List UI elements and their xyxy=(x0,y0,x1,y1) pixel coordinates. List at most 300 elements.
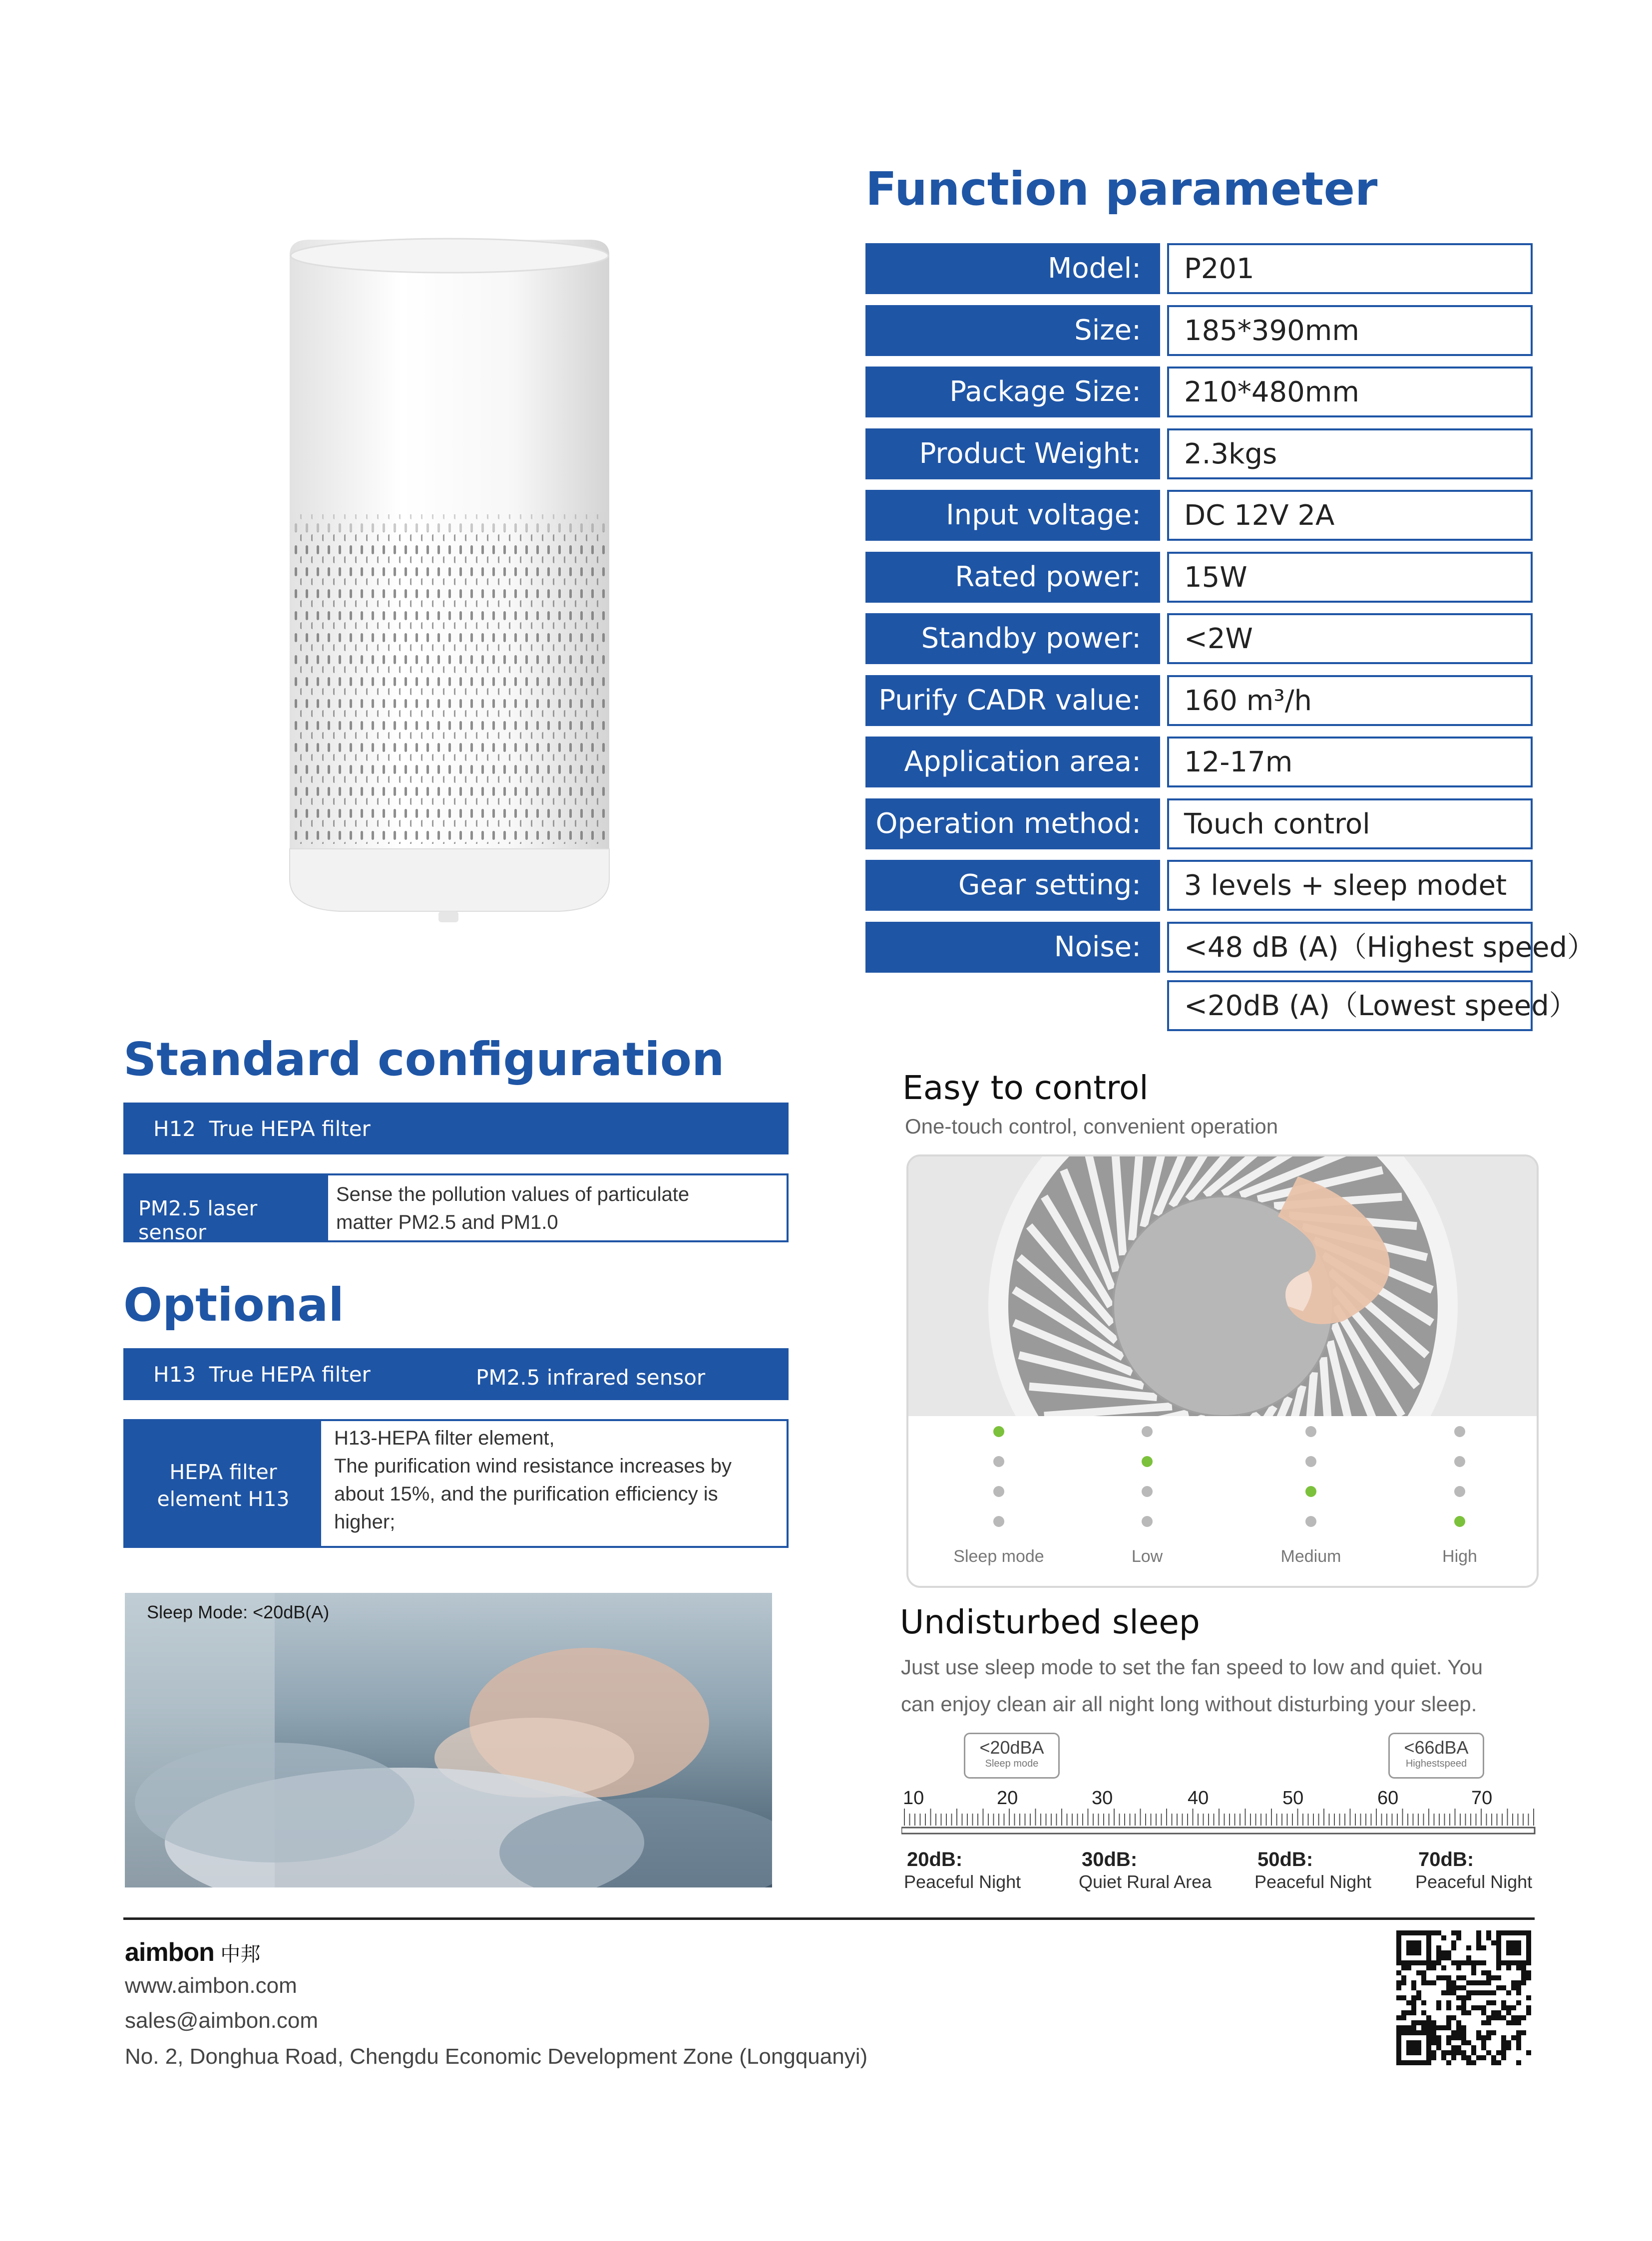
spec-value: 3 levels + sleep modet xyxy=(1167,860,1533,911)
led-dot xyxy=(1454,1426,1465,1437)
qr-module xyxy=(1486,2015,1491,2020)
laser-sensor-label-cell xyxy=(125,1175,328,1244)
qr-module xyxy=(1421,2025,1426,2030)
qr-module xyxy=(1511,2020,1516,2025)
qr-module xyxy=(1501,2055,1506,2060)
qr-module xyxy=(1481,1960,1486,1965)
qr-module xyxy=(1486,1975,1491,1980)
qr-module xyxy=(1461,1975,1466,1980)
qr-module xyxy=(1491,1990,1496,1995)
hepa-h13-box xyxy=(123,1419,789,1548)
qr-module xyxy=(1526,1995,1531,2000)
optional-bar xyxy=(123,1348,789,1400)
qr-module xyxy=(1501,2005,1506,2010)
ruler-number: 40 xyxy=(1188,1788,1209,1809)
qr-module xyxy=(1486,1980,1491,1985)
qr-module xyxy=(1526,2010,1531,2015)
led-dot xyxy=(1305,1456,1316,1467)
qr-module xyxy=(1461,2000,1466,2005)
spec-label: Model: xyxy=(865,243,1160,294)
qr-module xyxy=(1496,1965,1501,1970)
decibel-level-desc: Quiet Rural Area xyxy=(1079,1871,1212,1892)
qr-module xyxy=(1496,2050,1501,2055)
qr-module xyxy=(1451,1990,1456,1995)
qr-module xyxy=(1456,2045,1461,2050)
qr-module xyxy=(1446,1980,1451,1985)
qr-module xyxy=(1481,1945,1486,1950)
qr-module xyxy=(1431,1930,1436,1935)
qr-module xyxy=(1461,1960,1466,1965)
qr-module xyxy=(1496,2010,1501,2015)
decibel-level-value: 30dB: xyxy=(1082,1849,1138,1870)
led-indicator-area xyxy=(908,1416,1537,1586)
qr-module xyxy=(1441,2025,1446,2030)
led-dot xyxy=(1305,1486,1316,1497)
qr-module xyxy=(1461,1995,1466,2000)
qr-module xyxy=(1446,1950,1451,1955)
decibel-level-desc: Peaceful Night xyxy=(1254,1871,1372,1892)
qr-module xyxy=(1396,1970,1401,1975)
qr-module xyxy=(1481,2055,1486,2060)
led-dot xyxy=(1454,1486,1465,1497)
qr-module xyxy=(1401,2015,1406,2020)
qr-module xyxy=(1486,2035,1491,2040)
qr-module xyxy=(1451,2030,1456,2035)
qr-module xyxy=(1466,1990,1471,1995)
decibel-level-value: 50dB: xyxy=(1257,1849,1313,1870)
highest-speed-marker-label: Highestspeed xyxy=(1405,1758,1467,1769)
qr-module xyxy=(1431,2030,1436,2035)
qr-module xyxy=(1486,1930,1491,1935)
sleep-title: Undisturbed sleep xyxy=(900,1603,1200,1641)
qr-module xyxy=(1496,1985,1501,1990)
spec-value: <2W xyxy=(1167,613,1533,664)
qr-module xyxy=(1491,2055,1496,2060)
qr-module xyxy=(1511,2015,1516,2020)
qr-module xyxy=(1481,2035,1486,2040)
qr-module xyxy=(1521,2015,1526,2020)
ruler-number: 30 xyxy=(1092,1788,1113,1809)
qr-module xyxy=(1446,1990,1451,1995)
qr-module xyxy=(1456,1935,1461,1940)
noise-extra-value: <20dB (A)（Lowest speed） xyxy=(1167,980,1533,1031)
qr-module xyxy=(1491,1940,1496,1945)
qr-module xyxy=(1516,2000,1521,2005)
qr-module xyxy=(1476,1990,1481,1995)
qr-module xyxy=(1476,2035,1481,2040)
qr-module xyxy=(1466,1960,1471,1965)
qr-module xyxy=(1431,2020,1436,2025)
qr-module xyxy=(1501,2050,1506,2055)
ruler-number: 50 xyxy=(1282,1788,1304,1809)
qr-module xyxy=(1456,1995,1461,2000)
qr-module xyxy=(1496,2060,1501,2065)
qr-module xyxy=(1431,1965,1436,1970)
sleep-photo xyxy=(125,1593,772,1887)
qr-module xyxy=(1501,1985,1506,1990)
laser-sensor-desc-line: matter PM2.5 and PM1.0 xyxy=(336,1211,558,1233)
highest-speed-marker-value: <66dBA xyxy=(1404,1737,1469,1758)
led-dot xyxy=(1142,1516,1153,1527)
mode-label[interactable]: High xyxy=(1442,1547,1477,1566)
qr-module xyxy=(1456,1965,1461,1970)
qr-module xyxy=(1506,2005,1511,2010)
qr-module xyxy=(1461,2050,1466,2055)
qr-module xyxy=(1506,2010,1511,2015)
qr-module xyxy=(1441,1935,1446,1940)
qr-module xyxy=(1456,2035,1461,2040)
qr-module xyxy=(1486,2020,1491,2025)
spec-value: 12-17m xyxy=(1167,737,1533,787)
qr-module xyxy=(1516,1965,1521,1970)
qr-module xyxy=(1481,2005,1486,2010)
qr-module xyxy=(1491,2060,1496,2065)
qr-module xyxy=(1516,2020,1521,2025)
qr-module xyxy=(1496,2015,1501,2020)
spec-row xyxy=(865,428,1533,479)
spec-value: 185*390mm xyxy=(1167,305,1533,356)
spec-row xyxy=(865,613,1533,664)
spec-value: 2.3kgs xyxy=(1167,428,1533,479)
qr-module xyxy=(1511,2005,1516,2010)
spec-label: Package Size: xyxy=(865,367,1160,417)
mode-label[interactable]: Low xyxy=(1131,1547,1163,1566)
qr-module xyxy=(1411,1980,1416,1985)
qr-module xyxy=(1446,1985,1451,1990)
qr-module xyxy=(1431,2050,1436,2055)
qr-module xyxy=(1516,2040,1521,2045)
qr-module xyxy=(1516,2045,1521,2050)
qr-module xyxy=(1406,1940,1421,1955)
brand-name: aimbon xyxy=(125,1938,214,1967)
qr-module xyxy=(1426,2020,1431,2025)
sleep-desc xyxy=(901,1649,1483,1723)
qr-module xyxy=(1476,2055,1481,2060)
sleep-mode-marker-value: <20dBA xyxy=(979,1737,1044,1758)
qr-module xyxy=(1486,2030,1491,2035)
qr-module xyxy=(1406,2040,1421,2055)
qr-module xyxy=(1506,2045,1511,2050)
qr-module xyxy=(1456,1985,1461,1990)
spec-row xyxy=(865,922,1596,973)
qr-module xyxy=(1471,1990,1476,1995)
hepa-h13-label-line: element H13 xyxy=(157,1487,290,1511)
qr-module xyxy=(1436,1950,1441,1955)
standard-title: Standard configuration xyxy=(123,1033,725,1086)
qr-module xyxy=(1396,1980,1401,1985)
ruler-base xyxy=(901,1828,1535,1834)
qr-module xyxy=(1466,2060,1471,2065)
led-dot xyxy=(993,1486,1004,1497)
qr-module xyxy=(1431,2040,1436,2045)
qr-module xyxy=(1446,2005,1451,2010)
qr-module xyxy=(1451,2015,1456,2020)
qr-module xyxy=(1406,2010,1411,2015)
qr-module xyxy=(1516,1980,1521,1985)
qr-module xyxy=(1441,1955,1446,1960)
qr-module xyxy=(1471,1965,1476,1970)
led-dot xyxy=(1305,1426,1316,1437)
qr-module xyxy=(1521,1965,1526,1970)
qr-module xyxy=(1401,2010,1406,2015)
qr-module xyxy=(1466,1945,1471,1950)
footer-email[interactable]: sales@aimbon.com xyxy=(125,2008,319,2033)
qr-module xyxy=(1461,2025,1466,2030)
qr-module xyxy=(1476,2005,1481,2010)
qr-module xyxy=(1436,2045,1441,2050)
optional-title: Optional xyxy=(123,1278,344,1332)
qr-module xyxy=(1401,1975,1406,1980)
led-dot xyxy=(1454,1516,1465,1527)
qr-module xyxy=(1491,2015,1496,2020)
qr-module xyxy=(1506,2020,1511,2025)
qr-module xyxy=(1506,1940,1521,1955)
spec-label: Purify CADR value: xyxy=(865,675,1160,726)
qr-module xyxy=(1396,1985,1401,1990)
sleep-desc-line: Just use sleep mode to set the fan speed to low and quiet. You xyxy=(901,1655,1483,1679)
qr-module xyxy=(1476,1960,1481,1965)
product-image xyxy=(280,235,619,934)
qr-module xyxy=(1436,2035,1441,2040)
brand-logo xyxy=(125,1937,260,1967)
qr-module xyxy=(1506,1965,1511,1970)
qr-code xyxy=(1396,1930,1531,2065)
spec-label: Size: xyxy=(865,305,1160,356)
qr-module xyxy=(1431,1960,1436,1965)
spec-row xyxy=(865,367,1533,417)
qr-module xyxy=(1441,1990,1446,1995)
qr-module xyxy=(1476,1935,1481,1940)
qr-module xyxy=(1486,1970,1491,1975)
qr-module xyxy=(1461,2030,1466,2035)
qr-module xyxy=(1446,2050,1451,2055)
qr-module xyxy=(1426,1980,1431,1985)
qr-module xyxy=(1446,2060,1451,2065)
qr-module xyxy=(1416,2020,1421,2025)
spec-value: 160 m³/h xyxy=(1167,675,1533,726)
qr-module xyxy=(1476,1930,1481,1935)
spec-label: Noise: xyxy=(865,922,1160,973)
qr-module xyxy=(1486,1935,1491,1940)
footer-website[interactable]: www.aimbon.com xyxy=(125,1973,297,1998)
qr-module xyxy=(1491,2030,1496,2035)
control-panel xyxy=(906,1154,1539,1588)
qr-module xyxy=(1476,1980,1481,1985)
sleep-desc-line: can enjoy clean air all night long without disturbing your sleep. xyxy=(901,1692,1477,1716)
qr-module xyxy=(1451,1980,1456,1985)
qr-module xyxy=(1476,2030,1481,2035)
qr-module xyxy=(1471,1970,1476,1975)
qr-module xyxy=(1491,2010,1496,2015)
qr-module xyxy=(1421,1975,1426,1980)
qr-module xyxy=(1436,1930,1441,1935)
qr-module xyxy=(1501,2045,1506,2050)
qr-module xyxy=(1491,1975,1496,1980)
qr-module xyxy=(1521,1970,1526,1975)
qr-module xyxy=(1471,2045,1476,2050)
spec-value: 15W xyxy=(1167,552,1533,603)
spec-value: P201 xyxy=(1167,243,1533,294)
qr-module xyxy=(1446,2035,1451,2040)
spec-row xyxy=(865,552,1533,603)
qr-module xyxy=(1466,1995,1471,2000)
qr-module xyxy=(1446,2020,1451,2025)
qr-module xyxy=(1446,1955,1451,1960)
qr-module xyxy=(1461,2040,1466,2045)
qr-module xyxy=(1416,1970,1421,1975)
qr-module xyxy=(1436,2000,1441,2005)
spec-row xyxy=(865,737,1533,787)
qr-module xyxy=(1521,1975,1526,1980)
qr-module xyxy=(1451,2045,1456,2050)
qr-module xyxy=(1431,2035,1436,2040)
qr-module xyxy=(1471,2060,1476,2065)
h12-hepa-bar xyxy=(123,1103,789,1154)
qr-module xyxy=(1406,2025,1411,2030)
laser-sensor-box xyxy=(123,1173,789,1242)
ruler-number: 20 xyxy=(997,1788,1018,1809)
qr-module xyxy=(1451,2055,1456,2060)
qr-module xyxy=(1451,1960,1456,1965)
qr-module xyxy=(1436,1975,1441,1980)
highest-speed-marker xyxy=(1388,1733,1484,1779)
mode-label[interactable]: Sleep mode xyxy=(953,1547,1044,1566)
laser-sensor-desc-line: Sense the pollution values of particulate xyxy=(336,1183,690,1205)
h12-hepa-label: H12 True HEPA filter xyxy=(153,1117,371,1141)
qr-module xyxy=(1401,1965,1406,1970)
led-dot xyxy=(1142,1426,1153,1437)
qr-module xyxy=(1466,1955,1471,1960)
qr-module xyxy=(1436,1960,1441,1965)
spec-row xyxy=(865,860,1533,911)
spec-label: Gear setting: xyxy=(865,860,1160,911)
qr-module xyxy=(1411,2010,1416,2015)
qr-module xyxy=(1511,2035,1516,2040)
qr-module xyxy=(1461,1985,1466,1990)
qr-module xyxy=(1416,1990,1421,1995)
qr-module xyxy=(1521,2030,1526,2035)
decibel-ruler xyxy=(901,1808,1536,1838)
decibel-level-desc: Peaceful Night xyxy=(1415,1871,1533,1892)
decibel-level-value: 70dB: xyxy=(1418,1849,1474,1870)
hepa-h13-desc-line: about 15%, and the purification efficiency is xyxy=(334,1483,718,1505)
qr-module xyxy=(1436,1945,1441,1950)
spec-label: Product Weight: xyxy=(865,428,1160,479)
qr-module xyxy=(1456,1930,1461,1935)
spec-value: Touch control xyxy=(1167,798,1533,849)
qr-module xyxy=(1486,2050,1491,2055)
qr-module xyxy=(1446,1975,1451,1980)
spec-row xyxy=(865,305,1533,356)
qr-module xyxy=(1516,2060,1521,2065)
qr-module xyxy=(1431,2055,1436,2060)
spec-label: Rated power: xyxy=(865,552,1160,603)
qr-module xyxy=(1456,2025,1461,2030)
led-dot xyxy=(1142,1486,1153,1497)
qr-module xyxy=(1396,2015,1401,2020)
qr-module xyxy=(1406,2000,1411,2005)
qr-module xyxy=(1471,2005,1476,2010)
spec-value: 210*480mm xyxy=(1167,367,1533,417)
qr-module xyxy=(1411,2020,1416,2025)
qr-module xyxy=(1481,2045,1486,2050)
led-dot xyxy=(993,1426,1004,1437)
footer-divider xyxy=(123,1917,1535,1920)
qr-module xyxy=(1406,1965,1411,1970)
qr-module xyxy=(1416,1995,1421,2000)
qr-module xyxy=(1411,2025,1416,2030)
hepa-h13-label-cell xyxy=(125,1421,321,1546)
qr-module xyxy=(1481,2010,1486,2015)
qr-module xyxy=(1441,2050,1446,2055)
qr-module xyxy=(1411,2005,1416,2010)
qr-module xyxy=(1431,1980,1436,1985)
qr-module xyxy=(1456,1975,1461,1980)
qr-module xyxy=(1471,1980,1476,1985)
footer-address: No. 2, Donghua Road, Chengdu Economic Development Zone (Longquanyi) xyxy=(125,2044,868,2069)
qr-module xyxy=(1426,1965,1431,1970)
qr-module xyxy=(1446,2025,1451,2030)
led-dot xyxy=(1454,1456,1465,1467)
qr-module xyxy=(1451,2035,1456,2040)
sleep-photo-caption: Sleep Mode: <20dB(A) xyxy=(147,1602,330,1622)
qr-module xyxy=(1481,1990,1486,1995)
led-dot xyxy=(993,1456,1004,1467)
qr-module xyxy=(1461,2010,1466,2015)
qr-module xyxy=(1451,1945,1456,1950)
ruler-number: 70 xyxy=(1471,1788,1493,1809)
qr-module xyxy=(1441,2055,1446,2060)
qr-module xyxy=(1441,1975,1446,1980)
qr-module xyxy=(1396,1995,1401,2000)
qr-module xyxy=(1461,2035,1466,2040)
qr-module xyxy=(1516,1990,1521,1995)
qr-module xyxy=(1486,1990,1491,1995)
qr-module xyxy=(1436,1955,1441,1960)
led-dot xyxy=(1142,1456,1153,1467)
spec-label: Input voltage: xyxy=(865,490,1160,541)
qr-module xyxy=(1456,1960,1461,1965)
spec-row xyxy=(865,490,1533,541)
qr-module xyxy=(1421,2010,1426,2015)
qr-module xyxy=(1506,2040,1511,2045)
qr-module xyxy=(1501,2000,1506,2005)
qr-module xyxy=(1421,2020,1426,2025)
mode-label[interactable]: Medium xyxy=(1280,1547,1341,1566)
decibel-level-value: 20dB: xyxy=(907,1849,963,1870)
decibel-level-desc: Peaceful Night xyxy=(904,1871,1021,1892)
h13-hepa-label: H13 True HEPA filter xyxy=(153,1362,371,1387)
qr-module xyxy=(1526,1970,1531,1975)
qr-module xyxy=(1456,2005,1461,2010)
qr-module xyxy=(1516,2030,1521,2035)
ruler-number: 10 xyxy=(903,1788,924,1809)
qr-module xyxy=(1476,1945,1481,1950)
qr-module xyxy=(1396,2025,1401,2030)
qr-module xyxy=(1466,2040,1471,2045)
qr-module xyxy=(1446,2000,1451,2005)
qr-module xyxy=(1466,1980,1471,1985)
brand-name-cn: 中邦 xyxy=(220,1943,261,1966)
led-dot xyxy=(1305,1516,1316,1527)
qr-module xyxy=(1501,2035,1506,2040)
qr-module xyxy=(1521,1980,1526,1985)
qr-module xyxy=(1401,1980,1406,1985)
qr-module xyxy=(1461,2055,1466,2060)
spec-value: <48 dB (A)（Highest speed） xyxy=(1167,922,1533,973)
qr-module xyxy=(1421,1980,1426,1985)
qr-module xyxy=(1486,2000,1491,2005)
